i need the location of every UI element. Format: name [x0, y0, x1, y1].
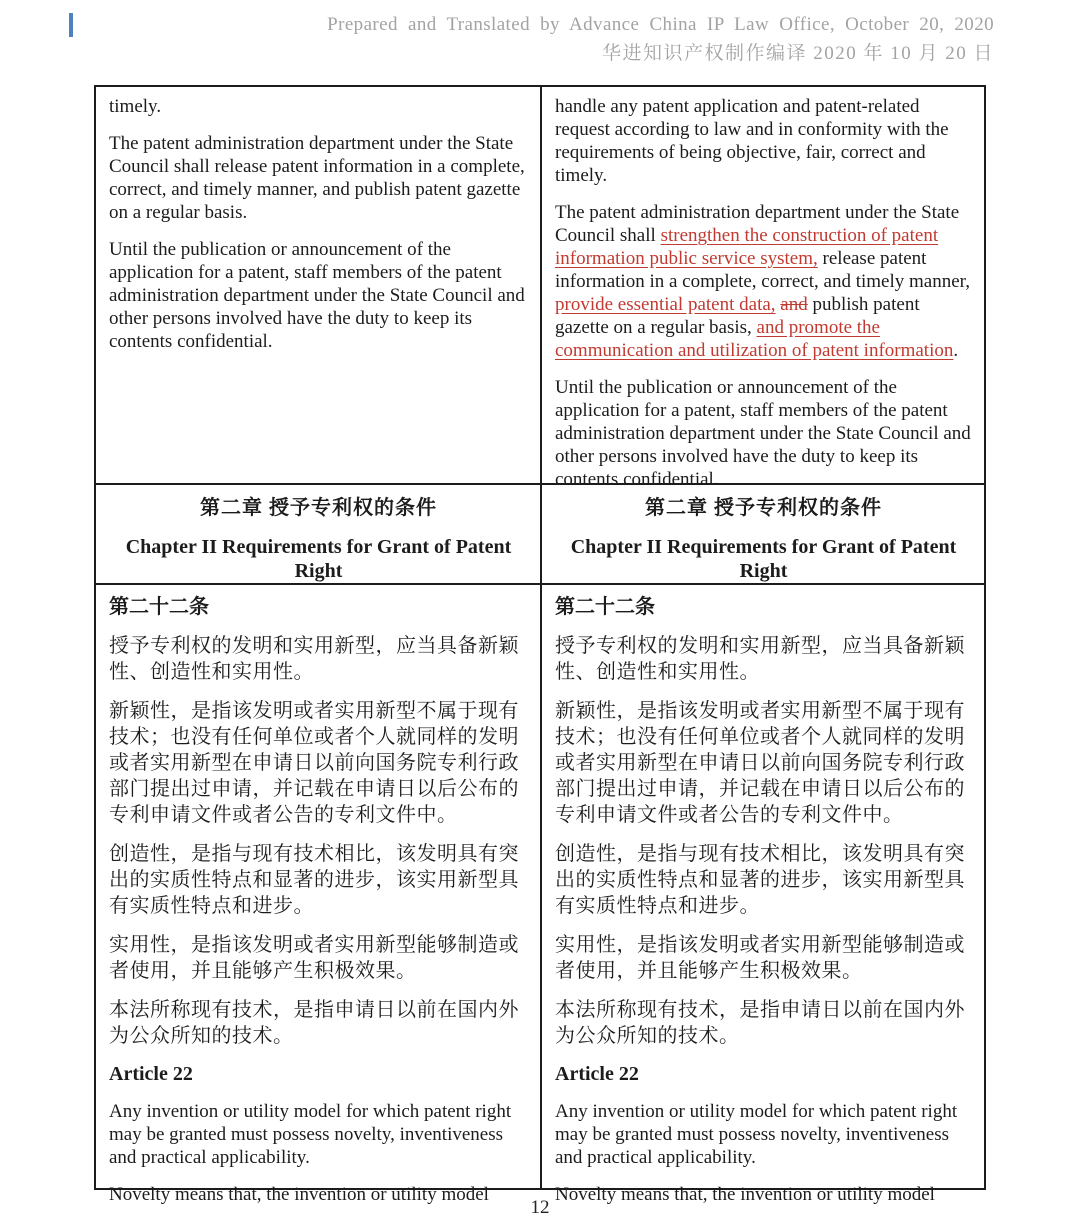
article-title-english: Article 22: [109, 1063, 193, 1085]
inserted-text: and promote the communication and utilization of patent information: [555, 317, 954, 361]
deleted-text: and: [780, 294, 808, 315]
paragraph: handle any patent application and patent-related request according to law and in conformity with the requirements of being objective, fair, correct and timely.: [555, 96, 949, 186]
chapter-title-english: Chapter II Requirements for Grant of Patent Right: [570, 536, 957, 582]
paragraph: 授予专利权的发明和实用新型，应当具备新颖性、创造性和实用性。: [555, 635, 965, 683]
page-header: [327, 12, 994, 67]
paragraph: 创造性，是指与现有技术相比，该发明具有突出的实质性特点和显著的进步，该实用新型具有实质性特点和进步。: [555, 843, 965, 917]
comparison-table: [94, 85, 986, 1205]
cell-new-law-article21: [540, 87, 984, 490]
paragraph: 本法所称现有技术，是指申请日以前在国内外为公众所知的技术。: [555, 999, 965, 1047]
paragraph: 新颖性，是指该发明或者实用新型不属于现有技术；也没有任何单位或者个人就同样的发明或者实用新型在申请日以前向国务院专利行政部门提出过申请，并记载在申请日以后公布的专利申请文件或者公告的专利文件中。: [109, 700, 519, 826]
paragraph: 实用性，是指该发明或者实用新型能够制造或者使用，并且能够产生积极效果。: [555, 934, 965, 982]
article-body-chinese: [109, 633, 528, 1049]
cell-article22-new: [540, 583, 984, 1205]
header-line-english: Prepared and Translated by Advance China IP Law Office, October 20, 2020: [327, 14, 994, 35]
header-line-chinese: 华进知识产权制作编译 2020 年 10 月 20 日: [601, 43, 994, 64]
chapter-title-english: Chapter II Requirements for Grant of Patent Right: [125, 536, 512, 582]
paragraph: 实用性，是指该发明或者实用新型能够制造或者使用，并且能够产生积极效果。: [109, 934, 519, 982]
cell-chapter-heading-old: [96, 483, 540, 583]
text-run: .: [953, 340, 959, 361]
paragraph: 新颖性，是指该发明或者实用新型不属于现有技术；也没有任何单位或者个人就同样的发明或者实用新型在申请日以前向国务院专利行政部门提出过申请，并记载在申请日以后公布的专利申请文件或者公告的专利文件中。: [555, 700, 965, 826]
text-run: The patent administration department under the State Council shall: [555, 202, 960, 246]
paragraph: 本法所称现有技术，是指申请日以前在国内外为公众所知的技术。: [109, 999, 519, 1047]
chapter-title-chinese: 第二章 授予专利权的条件: [645, 497, 882, 519]
paragraph: Until the publication or announcement of the application for a patent, staff members of the patent administration department under the State Council and other persons involved have the duty to keep its contents confidential.: [109, 239, 525, 352]
paragraph: Until the publication or announcement of the application for a patent, staff members of the patent administration department under the State Council and other persons involved have the duty to keep its contents confidential.: [555, 377, 971, 490]
chapter-title-chinese: 第二章 授予专利权的条件: [200, 497, 437, 519]
paragraph-with-revisions: [555, 201, 972, 362]
paragraph: 授予专利权的发明和实用新型，应当具备新颖性、创造性和实用性。: [109, 635, 519, 683]
article-title-english: Article 22: [555, 1063, 639, 1085]
page-number: 12: [530, 1197, 550, 1218]
paragraph: timely.: [109, 96, 162, 117]
paragraph: Any invention or utility model for which patent right may be granted must possess novelty, inventiveness and practical applicability.: [109, 1101, 512, 1168]
accent-bar-decoration: [69, 13, 73, 37]
article-body-chinese: [555, 633, 972, 1049]
paragraph: The patent administration department under the State Council shall release patent information in a complete, correct, and timely manner, and publish patent gazette on a regular basis.: [109, 133, 525, 223]
article-title-chinese: 第二十二条: [555, 596, 655, 618]
inserted-text: strengthen the construction of patent information public service system,: [555, 225, 939, 269]
article-body-english: [109, 1100, 528, 1206]
paragraph: 创造性，是指与现有技术相比，该发明具有突出的实质性特点和显著的进步，该实用新型具有实质性特点和进步。: [109, 843, 519, 917]
cell-chapter-heading-new: [540, 483, 984, 583]
paragraph: Novelty means that, the invention or utility model: [555, 1184, 935, 1205]
cell-article22-old: [96, 583, 540, 1205]
cell-old-law-article21: [96, 87, 540, 483]
text-run: release patent information in a complete, correct, and timely manner,: [555, 248, 970, 292]
article-title-chinese: 第二十二条: [109, 596, 209, 618]
inserted-text: provide essential patent data,: [555, 294, 776, 315]
paragraph: Novelty means that, the invention or utility model: [109, 1184, 489, 1205]
article-body-english: [555, 1100, 972, 1206]
text-run: publish patent gazette on a regular basis,: [555, 294, 920, 338]
paragraph: Any invention or utility model for which patent right may be granted must possess novelty, inventiveness and practical applicability.: [555, 1101, 958, 1168]
